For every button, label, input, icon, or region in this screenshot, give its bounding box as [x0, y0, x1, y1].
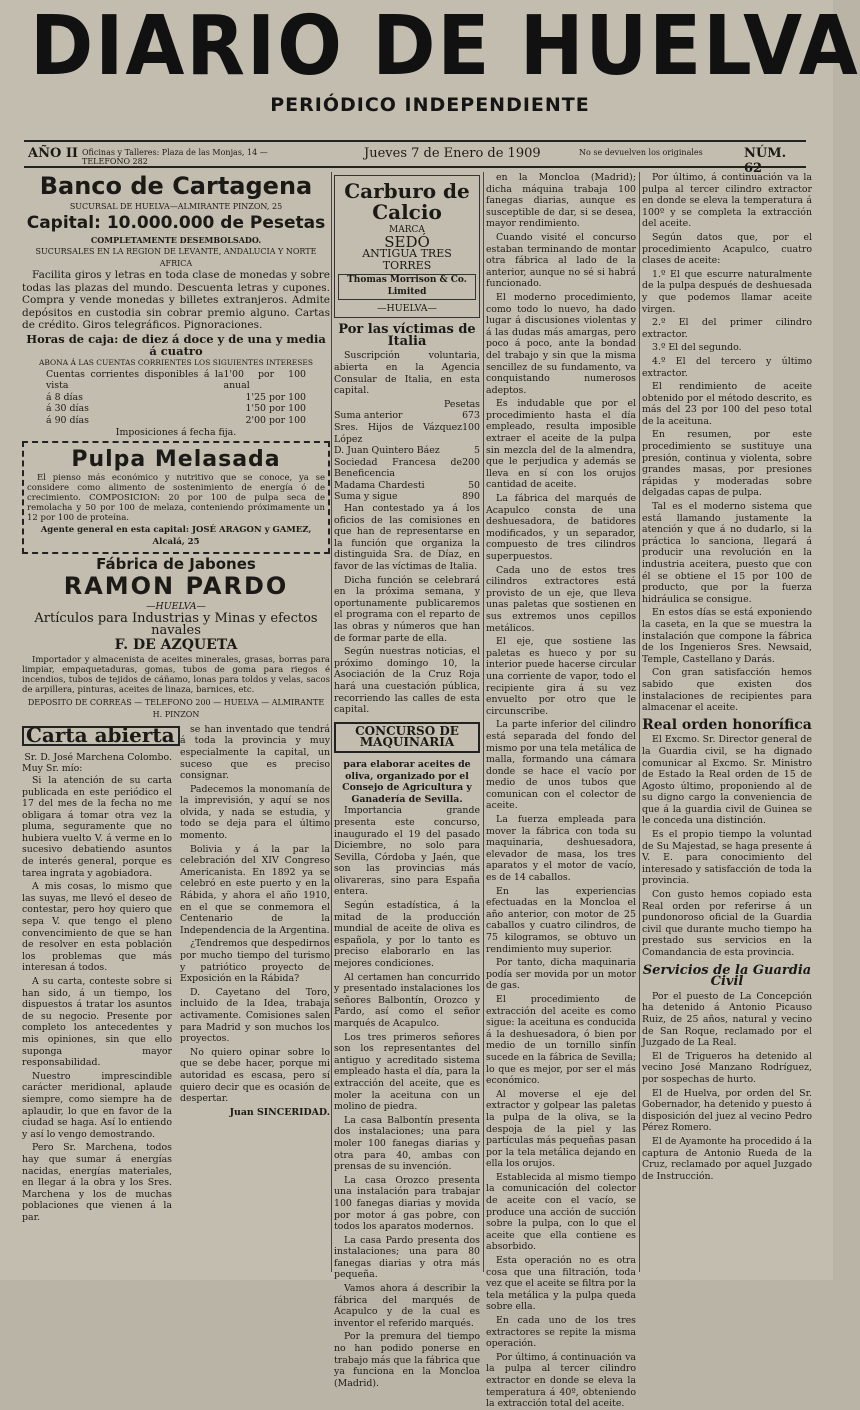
carbide-city: —HUELVA—: [377, 302, 437, 314]
letter-paragraph: A mis cosas, lo mismo que las suyas, me llevó el deseo de contestar, pero hoy quiero que sepa V. que tengo el pleno convencimiento de que se han de resolver en esta población los problemas que más interesan á todos.: [22, 881, 172, 974]
article-paragraph: Cuando visité el concurso estaban terminando de montar otra fábrica al lado de la anterior, aunque no sé si habrá funcionado.: [486, 231, 636, 290]
letter-paragraph: Bolivia y á la par la celebración del XIV Congreso Americanista. En 1892 ya se celebró en este puerto y en la Rábida, y ahora el año 1910, en el que se conmemora el Centenario de la Independencia de la Argentina.: [180, 843, 330, 936]
article-paragraph: En cada uno de los tres extractores se repite la misma operación.: [486, 1315, 636, 1350]
year-label: AÑO II: [28, 146, 78, 161]
italy-title: Por las víctimas de Italia: [338, 322, 476, 349]
article-paragraph: Con gusto hemos copiado esta Real orden por referirse á un pundonoroso oficial de la Guardia civil que durante mucho tiempo ha prestado sus servicios en la Comandancia de esta provincia.: [642, 889, 812, 958]
bank-note: Imposiciones á fecha fija.: [115, 426, 237, 438]
decree-title: Real orden honorífica: [642, 716, 812, 733]
donation-row: Sres. Hijos de Vázquez López 100: [334, 421, 480, 445]
column-rule: [639, 172, 640, 1272]
column-four: [642, 172, 812, 1272]
issue-date: Jueves 7 de Enero de 1909: [364, 146, 541, 161]
carbide-dealer: Thomas Morrison & Co. Limited: [338, 274, 476, 299]
article-paragraph: La casa Orozco presenta una instalación para trabajar 100 fanegas diarias y movida por motor á gas pobre, con todos los aparatos modernos.: [334, 1174, 480, 1233]
letter-paragraph: ¿Tendremos que despedirnos por mucho tiempo del turismo y patriótico proyecto de Exposición en la Rábida?: [180, 938, 330, 985]
article-paragraph: El Excmo. Sr. Director general de la Guardia civil, se ha dignado comunicar al Excmo. Sr. Ministro de Estado la Real orden de 15 de Agosto último, proponiendo al de su digno cargo la conveniencia de que á la guardia civil de Guinea se le conceda una distinción.: [642, 734, 812, 827]
article-paragraph: En las experiencias efectuadas en la Moncloa el año anterior, con motor de 25 caballos y cuatro cilindros, de 75 kilogramos, se obtuvo un rendimiento muy superior.: [486, 885, 636, 955]
contest-title: CONCURSO DE MAQUINARIA: [334, 722, 480, 753]
article-paragraph: Según nuestras noticias, el próximo domingo 10, la Asociación de la Cruz Roja hará una cuestación pública, recorriendo las calles de esta capital.: [334, 646, 480, 716]
article-paragraph: La fábrica del marqués de Acapulco consta de una deshuesadora, de batidores modificados, y un separador, compuesto de tres cilindros superpuestos.: [486, 493, 636, 562]
letter-paragraph: Si la atención de su carta publicada en este periódico el 17 del mes de la fecha no me obligara á tomar otra vez la pluma, seguramente que no hubiera vuelto V. á verme en lo sucesivo debatiendo asuntos de interés general, porque es tarea ingrata y agobiadora.: [22, 774, 172, 879]
article-paragraph: Según estadística, á la mitad de la producción mundial de aceite de oliva es española, y por lo tanto es preciso elaborarlo en las mejores condiciones.: [334, 900, 480, 970]
article-paragraph: Es el propio tiempo la voluntad de Su Majestad, se haga presente á V. E. para conocimiento del interesado y satisfacción de toda la provincia.: [642, 829, 812, 887]
carbide-title: Carburo de Calcio: [344, 179, 470, 224]
letter-continuation: [180, 724, 330, 1226]
donation-row: Madama Chardesti 50: [334, 479, 480, 491]
oil-item: 4.º El del tercero y último extractor.: [642, 355, 812, 379]
article-paragraph: Por último, á continuación va la pulpa al tercer cilindro extractor en donde se eleva la temperatura á 40º, obteniendo la extracción total del aceite.: [486, 1351, 636, 1410]
article-paragraph: Por tanto, dicha maquinaria podía ser movida por un motor de gas.: [486, 957, 636, 992]
masthead-subtitle: PERIÓDICO INDEPENDIENTE: [270, 94, 590, 116]
article-paragraph: Al moverse el eje del extractor y golpear las paletas la pulpa de la oliva, se la despoja de la piel y las partículas más pequeñas pasan por la tela metálica dejando en ella los orujos.: [486, 1088, 636, 1170]
column-ads: [22, 172, 330, 1272]
article-paragraph: Con gran satisfacción hemos sabido que existen dos instalaciones de recipientes para almacenar el aceite.: [642, 667, 812, 714]
article-paragraph: La casa Pardo presenta dos instalaciones; una para 80 fanegas diarias y otra más pequeña.: [334, 1234, 480, 1281]
article-paragraph: El de Trigueros ha detenido al vecino José Manzano Rodríguez, por sospechas de hurto.: [642, 1050, 812, 1085]
letter-paragraph: se han inventado que tendrá á toda la provincia y muy especialmente la capital, un suceso que es preciso consignar.: [180, 723, 330, 782]
article-paragraph: En resumen, por este procedimiento se sustituye una presión, continua y violenta, sobre grandes masas, por presiones rápidas y moderadas sobre delgadas capas de pulpa.: [642, 429, 812, 499]
contest-subtitle: para elaborar aceites de oliva, organizado por el Consejo de Agricultura y Ganadería de Sevilla.: [342, 758, 472, 805]
donation-list: [334, 410, 480, 503]
article-paragraph: Tal es el moderno sistema que está llamando justamente la atención y que á no dudarlo, si la práctica lo sanciona, llegará á producir una revolución en la industria aceitera, puesto que con él se obtiene el 15 por 100 de producto, que por la fuerza hidráulica se consigue.: [642, 501, 812, 605]
bank-branch: SUCURSAL DE HUELVA—ALMIRANTE PINZON, 25: [69, 202, 283, 212]
bank-capital: Capital: 10.000.000 de Pesetas: [26, 212, 326, 233]
pulpa-text: El pienso más económico y nutritivo que se conoce, ya se considere como alimento de sostenimiento de energía ó de crecimiento. COMPOSICION: 20 por 100 de pulpa seca de remolacha y 50 por 100 de melaza, conteniendo próximamente un 12 por 100 de proteína.: [27, 473, 325, 524]
originals-notice: No se devuelven los originales: [579, 148, 703, 157]
soap-city: —HUELVA—: [146, 601, 206, 613]
interest-rate-row: á 30 días 1'50 por 100: [46, 403, 306, 415]
issue-number: NÚM. 62: [744, 146, 787, 176]
column-three: [486, 172, 637, 1410]
naval-title: Artículos para Industrias y Minas y efectos navales: [34, 611, 318, 638]
donation-row: Sociedad Francesa de Beneficencia 200: [334, 456, 480, 480]
oil-item: 2.º El del primer cilindro extractor.: [642, 317, 812, 340]
soap-owner: RAMON PARDO: [63, 572, 289, 601]
article-paragraph: El rendimiento de aceite obtenido por el método descrito, es más del 23 por 100 del peso total de la aceituna.: [642, 381, 812, 427]
interest-rate-row: á 90 días 2'00 por 100: [46, 415, 306, 427]
bank-title: Banco de Cartagena: [39, 172, 313, 200]
column-rule: [331, 172, 332, 1272]
soap-title: Fábrica de Jabones: [96, 554, 256, 573]
article-paragraph: La casa Balbontín presenta dos instalaciones; una para moler 100 fanegas diarias y otra para 40, ambas con prensas de su invención.: [334, 1114, 480, 1173]
bank-hours: Horas de caja: de diez á doce y de una y media á cuatro: [26, 331, 326, 358]
article-paragraph: Vamos ahora á describir la fábrica del marqués de Acapulco y de la cual es inventor el referido marqués.: [334, 1283, 480, 1329]
letter-signature: Juan SINCERIDAD.: [229, 1106, 330, 1118]
oil-list: [642, 269, 812, 379]
article-paragraph: en la Moncloa (Madrid); dicha máquina trabaja 100 fanegas diarias, aunque es susceptible de dar, si se desea, mayor rendimiento.: [486, 172, 636, 230]
article-paragraph: Los tres primeros señores son los representantes del antiguo y acreditado sistema empleado hasta el día, para la extracción del aceite, que es moler la aceituna con un molino de piedra.: [334, 1031, 480, 1113]
letter-paragraph: Nuestro imprescindible carácter meridional, aplaude siempre, como siempre ha de aplaudir, lo que en favor de la ciudad se haga. Así lo entiendo y así lo vengo demostrando.: [22, 1070, 172, 1140]
article-paragraph: Cada uno de estos tres cilindros extractores está provisto de un eje, que lleva unas paletas que sostienen en sus extremos unos cepillos metálicos.: [486, 564, 636, 634]
naval-address: DEPOSITO DE CORREAS — TELEFONO 200 — HUELVA — ALMIRANTE H. PINZON: [27, 697, 325, 719]
article-paragraph: Según datos que, por el procedimiento Acapulco, cuatro clases de aceite:: [642, 231, 812, 267]
letter-paragraph: No quiero opinar sobre lo que se debe hacer, porque mi autoridad es escasa, pero sí quiero decir que es ocasión de despertar.: [180, 1046, 330, 1105]
oil-item: 3.º El del segundo.: [652, 342, 742, 354]
letter-recipient: Sr. D. José Marchena Colombo.: [24, 751, 172, 763]
bank-paid: COMPLETAMENTE DESEMBOLSADO.: [90, 234, 262, 245]
oil-item: 1.º El que escurre naturalmente de la pulpa después de deshuesada y que podemos llamar aceite virgen.: [642, 268, 812, 315]
naval-text: Importador y almacenista de aceites minerales, grasas, borras para limpiar, empaquetaduras, gomas, tubos de goma para riegos é incendios, tubos de tejidos de cáñamo, lonas para toldos y velas, sacos de arpillera, pinturas, aceites de linaza, barnices, etc.: [22, 654, 330, 695]
article-paragraph: La parte inferior del cilindro está separada del fondo del mismo por una tela metálica de malla, formando una cámara donde se hace el vacío por medio de unos tubos que comunican con el colector de aceite.: [486, 719, 637, 812]
pulpa-title: Pulpa Melasada: [71, 447, 281, 473]
article-paragraph: El de Ayamonte ha procedido á la captura de Antonio Rueda de la Cruz, reclamado por aquel Juzgado de Instrucción.: [642, 1135, 812, 1182]
article-paragraph: Han contestado ya á los oficios de las comisiones en que han de representarse en la función que organiza la distinguida Sra. de Díaz, en favor de las víctimas de Italia.: [334, 503, 480, 573]
article-paragraph: Dicha función se celebrará en la próxima semana, y oportunamente publicaremos el programa con el reparto de las obras y números que han de formar parte de ella.: [334, 574, 480, 644]
bank-branches: SUCURSALES EN LA REGION DE LEVANTE, ANDALUCIA Y NORTE AFRICA: [35, 247, 317, 268]
article-paragraph: Es indudable que por el procedimiento hasta el día empleado, resulta imposible extraer el aceite de la pulpa sin mezcla del de la almendra, que le perjudica y además se lleva en sí con los orujos cantidad de aceite.: [486, 398, 636, 491]
guard-title: Servicios de la Guardia Civil: [642, 962, 812, 990]
article-paragraph: Al certamen han concurrido y presentado instalaciones los señores Balbontín, Orozco y Pardo, así como el señor marqués de Acapulco.: [334, 971, 480, 1029]
bank-interest-heading: ABONA Á LAS CUENTAS CORRIENTES LOS SIGUIENTES INTERESES: [38, 358, 314, 368]
column-two: [334, 172, 480, 1389]
article-paragraph: Por último, á continuación va la pulpa al tercer cilindro extractor en donde se eleva la temperatura á 100º y se completa la extracción del aceite.: [642, 172, 812, 230]
article-paragraph: El eje, que sostiene las paletas es hueco y por su interior puede hacerse circular una corriente de vapor, todo el recipiente gira á su vez envuelto por otro que le circunscribe.: [486, 636, 636, 717]
letter-paragraph: A su carta, conteste sobre si han sido, á un tiempo, los dispuestos á tratar los asuntos de su negocio. Presente por completo los antecedentes y mis opiniones, sin que ello suponga mayor responsabilidad.: [22, 976, 172, 1069]
letter-column: [22, 752, 172, 1226]
italy-currency-header: Pesetas: [444, 398, 480, 410]
article-paragraph: El de Huelva, por orden del Sr. Gobernador, ha detenido y puesto á disposición del juez al vecino Pedro Pérez Romero.: [642, 1087, 812, 1134]
article-paragraph: El moderno procedimiento, como todo lo nuevo, ha dado lugar á discusiones violentas y á las dudas más amargas, pero poco á poco, ante la bondad del trabajo y sin que la misma sencillez de su fundamento, va conquistando numerosos adeptos.: [486, 291, 636, 396]
carbide-house: ANTIGUA TRES TORRES: [362, 247, 452, 272]
donation-row: D. Juan Quintero Báez 5: [334, 445, 480, 457]
carbide-brand: SEDÓ: [384, 232, 430, 251]
letter-paragraph: Pero Sr. Marchena, todos hay que sumar á energías nacidas, energías materiales, en llegar á la obra y los Sres. Marchena y los de muchas poblaciones que vienen á la par.: [22, 1142, 172, 1223]
article-paragraph: Por la premura del tiempo no han podido ponerse en trabajo más que la fábrica que ya funciona en la Moncloa (Madrid).: [334, 1331, 480, 1389]
italy-text: Suscripción voluntaria, abierta en la Agencia Consular de Italia, en esta capital.: [334, 350, 480, 397]
pulpa-ad: [22, 441, 330, 553]
article-paragraph: El procedimiento de extracción del aceite es como sigue: la aceituna es conducida á la deshuesadora, ó bien por medio de un tornillo sinfín sucede en la fábrica de Sevilla; lo que es mejor, por ser el más económico.: [486, 993, 636, 1087]
article-paragraph: Establecida al mismo tiempo la comunicación del colector de aceite con el vacío, se produce una acción de succión sobre la pulpa, con lo que el aceite que ella contiene es absorbido.: [486, 1171, 636, 1253]
carbide-brand-label: MARCA: [389, 225, 425, 235]
interest-rate-row: á 8 días 1'25 por 100: [46, 391, 306, 403]
article-paragraph: Importancia grande presenta este concurso, inaugurado el 19 del pasado Diciembre, no solo para Sevilla, Córdoba y Jaén, que son las provincias más olivareras, sino para España entera.: [334, 805, 480, 898]
letter-title: Carta abierta: [22, 726, 180, 746]
bank-services: Facilita giros y letras en toda clase de monedas y sobre todas las plazas del mundo. Descuenta letras y cupones. Compra y vende monedas y billetes extranjeros. Admite depósitos en custodia sin cobrar premio alguno. Cartas de crédito. Giros telegráficos. Pignoraciones.: [22, 269, 330, 332]
article-paragraph: Por el puesto de La Concepción ha detenido á Antonio Picauso Ruiz, de 25 años, natural y vecino de San Roque, reclamado por el Juzgado de La Real.: [642, 990, 812, 1049]
offices-label: Oficinas y Talleres: Plaza de las Monjas, 14 — TELEFONO 282: [82, 148, 268, 166]
donation-row: Suma anterior 673: [334, 410, 480, 422]
letter-paragraph: D. Cayetano del Toro, incluido de la Idea, trabaja activamente. Comisiones salen para Madrid y son muchos los proyectos.: [180, 986, 330, 1045]
naval-owner: F. DE AZQUETA: [114, 637, 238, 654]
letter-salutation: Muy Sr. mío:: [22, 763, 83, 775]
column-rule: [483, 172, 484, 1272]
interest-rate-row: Cuentas corrientes disponibles á la vista 1'00 por 100 anual: [46, 368, 306, 392]
pulpa-agent: Agente general en esta capital: JOSÉ ARAGON y GAMEZ, Alcalá, 25: [40, 525, 312, 547]
article-paragraph: La fuerza empleada para mover la fábrica con toda su maquinaria, deshuesadora, elevador de masa, los tres aparatos y el motor de vacío, es de 14 caballos.: [486, 814, 636, 884]
dateline-bar: [24, 140, 806, 176]
letter-paragraph: Padecemos la monomanía de la imprevisión, y aquí se nos olvida, y nada se estudia, y todo se deja para el último momento.: [180, 783, 330, 842]
donation-row: Suma y sigue 890: [334, 491, 480, 503]
masthead-title: DIARIO DE HUELVA: [30, 0, 860, 94]
interest-rate-list: [22, 369, 330, 427]
article-paragraph: Esta operación no es otra cosa que una filtración, toda vez que el aceite se filtra por la tela metálica y la pulpa queda sobre ella.: [486, 1255, 636, 1313]
article-paragraph: En estos días se está exponiendo la caseta, en la que se muestra la instalación que compone la fábrica de los Ingenieros Sres. Newsaid, Temple, Castellano y Darás.: [642, 607, 812, 665]
carbide-ad: [334, 175, 480, 318]
